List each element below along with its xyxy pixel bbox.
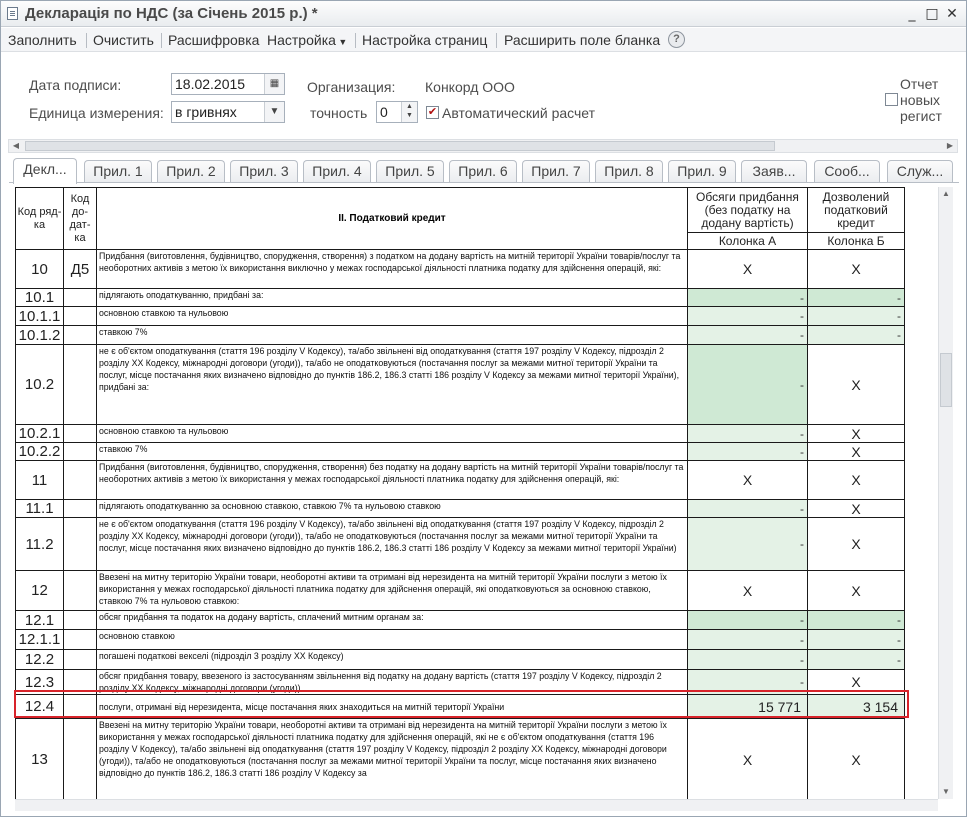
tab-app-4[interactable]: Прил. 4 [303, 160, 371, 182]
toolbar [1, 28, 966, 52]
row-appendix [64, 425, 97, 443]
row-code: 12.1.1 [16, 630, 64, 650]
table-horizontal-scrollbar[interactable] [15, 799, 938, 811]
table-vertical-scrollbar[interactable] [938, 187, 953, 799]
scroll-thumb[interactable] [940, 353, 952, 407]
row-description: Придбання (виготовлення, будівництво, спорудження, створення) без податку на додану вартість на митній території України товарів/послуг та необоротних активів з метою їх використання у межах господарської діяльності платника податку для здійснення операцій, які: [97, 461, 688, 500]
maximize-button[interactable]: □ [925, 6, 939, 22]
unit-label: Единица измерения: [29, 105, 164, 121]
settings-menu-button[interactable] [267, 32, 347, 48]
row-code: 12.3 [16, 670, 64, 695]
row-col-a-input[interactable]: - [688, 345, 808, 425]
table-row [16, 461, 905, 500]
row-col-b-cell: X [808, 719, 905, 801]
row-appendix [64, 289, 97, 307]
row-appendix [64, 650, 97, 670]
row-code: 13 [16, 719, 64, 801]
row-col-a-input[interactable]: - [688, 630, 808, 650]
row-col-a-input[interactable]: - [688, 307, 808, 326]
row-col-a-input[interactable]: 15 771 [688, 695, 808, 719]
tab-app-8[interactable]: Прил. 8 [595, 160, 663, 182]
row-description: обсяг придбання та податок на додану вартість, сплачений митним органам за: [97, 611, 688, 630]
tab-app-6[interactable]: Прил. 6 [449, 160, 517, 182]
row-code: 12.4 [16, 695, 64, 719]
table-row [16, 425, 905, 443]
scroll-down-icon[interactable]: ▼ [942, 787, 950, 796]
table-row [16, 345, 905, 425]
auto-calc-checkbox[interactable]: ✔ [427, 106, 438, 118]
row-description: погашені податкові векселі (підрозділ 3 розділу ХХ Кодексу) [97, 650, 688, 670]
sign-date-field[interactable] [171, 73, 285, 95]
row-description: не є об'єктом оподаткування (стаття 196 розділу V Кодексу), та/або звільнені від оподаткування (стаття 197 розділу V Кодексу, підрозділ 2 розділу ХХ Кодексу, міжнародні договори (угоди)), та/або не оподатковуються (постачання послуг за межами митної території України та послуг, місце постачання яких визначено відповідно до пунктів 186.2, 186.3 статті 186 розділу V Кодексу за межами митної території України), придбані за: [97, 345, 688, 425]
row-col-b-input[interactable]: - [808, 630, 905, 650]
row-col-b-cell: X [808, 571, 905, 611]
row-code: 12.1 [16, 611, 64, 630]
table-row [16, 500, 905, 518]
tab-app-7[interactable]: Прил. 7 [522, 160, 590, 182]
table-row [16, 670, 905, 695]
tab-divider [9, 182, 959, 183]
row-description: підлягають оподаткуванню за основною ставкою, ставкою 7% та нульовою ставкою [97, 500, 688, 518]
table-row [16, 289, 905, 307]
toolbar-separator [496, 33, 497, 48]
row-code: 10.2.1 [16, 425, 64, 443]
row-col-b-input[interactable]: - [808, 326, 905, 345]
sign-date-label: Дата подписи: [29, 77, 122, 93]
scroll-up-icon[interactable]: ▲ [942, 189, 950, 198]
table-row [16, 650, 905, 670]
header-col-a: Колонка А [688, 233, 808, 250]
table-row [16, 571, 905, 611]
table-row-highlighted [16, 695, 905, 719]
auto-calc-label: Автоматический расчет [442, 105, 596, 121]
organization-value: Конкорд ООО [425, 79, 515, 95]
help-icon[interactable]: ? [668, 31, 685, 48]
row-description: не є об'єктом оподаткування (стаття 196 розділу V Кодексу), та/або звільнені від оподаткування (стаття 197 розділу V Кодексу, підрозділ 2 розділу ХХ Кодексу, міжнародні договори (угоди)), та/або не оподатковуються (постачання послуг за межами митної території України та послуг, місце постачання яких визначено відповідно до пунктів 186.2, 186.3 статті 186 розділу V Кодексу за межами митної території України) [97, 518, 688, 571]
tab-app-5[interactable]: Прил. 5 [376, 160, 444, 182]
row-appendix [64, 307, 97, 326]
row-col-b-input[interactable]: 3 154 [808, 695, 905, 719]
row-col-a-input[interactable]: - [688, 289, 808, 307]
title-bar [1, 1, 966, 27]
table-row [16, 326, 905, 345]
new-registers-label: новых [900, 92, 941, 108]
row-col-b-cell: X [808, 500, 905, 518]
row-col-a-cell: X [688, 461, 808, 500]
table-row [16, 518, 905, 571]
tab-service[interactable]: Служ... [887, 160, 953, 182]
row-description: послуги, отримані від нерезидента, місце постачання яких знаходиться на митній території України [97, 695, 688, 719]
row-col-b-cell: X [808, 250, 905, 289]
row-col-b-cell: X [808, 461, 905, 500]
expand-form-button[interactable]: Расширить поле бланка [504, 32, 661, 48]
row-code: 10.2.2 [16, 443, 64, 461]
row-appendix [64, 345, 97, 425]
row-description: ставкою 7% [97, 326, 688, 345]
chevron-down-icon[interactable]: ▼ [264, 102, 284, 122]
minimize-button[interactable]: _ [908, 6, 916, 22]
row-description: підлягають оподаткуванню, придбані за: [97, 289, 688, 307]
settings-label: Настройка [267, 32, 336, 48]
row-code: 12 [16, 571, 64, 611]
close-button[interactable]: ✕ [946, 6, 958, 22]
row-description: Ввезені на митну територію України товари, необоротні активи та отримані від нерезидента на митній території України послуги з метою їх використання у межах господарської діяльності платника податку для здійснення операцій, які не є об'єктом оподаткування (стаття 196 розділу V Кодексу), та/або звільнені від оподаткування (стаття 197 розділу V Кодексу, підрозділ 2 розділу ХХ Кодексу, міжнародні договори (угоди)), та/або не оподатковуються (постачання послуг за межами митної території України та послуг, місце постачання яких визначено відповідно до пунктів 186.2, 186.3 статті 186 розділу V Кодексу за [97, 719, 688, 801]
row-col-b-cell: X [808, 345, 905, 425]
row-col-b-input[interactable]: - [808, 611, 905, 630]
row-col-b-input[interactable]: - [808, 307, 905, 326]
row-col-b-input[interactable]: - [808, 289, 905, 307]
table-row [16, 630, 905, 650]
row-col-b-cell: X [808, 518, 905, 571]
table-row [16, 307, 905, 326]
dropdown-arrow-icon: ▼ [335, 37, 348, 47]
precision-label: точность [310, 105, 368, 121]
row-col-b-cell: X [808, 670, 905, 695]
header-col-a-title: Обсяги придбання (без податку на додану вартість) [688, 188, 808, 233]
stepper-arrows-icon[interactable]: ▲ ▼ [401, 102, 417, 122]
row-appendix [64, 571, 97, 611]
row-col-b-cell: X [808, 425, 905, 443]
table-row [16, 443, 905, 461]
row-col-b-input[interactable]: - [808, 650, 905, 670]
header-appendix-code: Код до-дат-ка [64, 188, 97, 250]
window-title: Декларація по НДС (за Січень 2015 р.) * [25, 5, 318, 22]
row-code: 11.2 [16, 518, 64, 571]
form-horizontal-scrollbar[interactable] [8, 139, 958, 153]
row-description: основною ставкою та нульовою [97, 425, 688, 443]
row-col-a-input[interactable]: - [688, 500, 808, 518]
row-col-a-input[interactable]: - [688, 425, 808, 443]
new-registers-checkbox[interactable] [885, 93, 898, 106]
row-description: Ввезені на митну територію України товари, необоротні активи та отримані від нерезидента на митній території України послуги з метою їх використання у межах господарської діяльності платника податку для здійснення операцій, які оподатковуються за основною ставкою, ставкою 7% та нульовою ставкою: [97, 571, 688, 611]
row-description: Придбання (виготовлення, будівництво, спорудження, створення) з податком на додану вартість на митній території України товарів/послуг та необоротних активів з метою їх використання виключно у межах господарської діяльності платника податку для здійснення операцій, які: [97, 250, 688, 289]
organization-label: Организация: [307, 79, 396, 95]
row-col-a-input[interactable]: - [688, 443, 808, 461]
row-col-a-cell: X [688, 719, 808, 801]
unit-select[interactable] [171, 101, 285, 123]
tab-app-9[interactable]: Прил. 9 [668, 160, 736, 182]
row-col-a-input[interactable]: - [688, 518, 808, 571]
row-code: 10.1.2 [16, 326, 64, 345]
tab-app-3[interactable]: Прил. 3 [230, 160, 298, 182]
row-description: обсяг придбання товару, ввезеного із застосуванням звільнення від податку на додану вартість (стаття 197 розділу V Кодексу, підрозділ 2 розділу ХХ Кодексу, міжнародні договори (угоди)) [97, 670, 688, 695]
row-col-a-input[interactable]: - [688, 611, 808, 630]
report-label: Отчет [900, 76, 939, 92]
scroll-thumb[interactable] [25, 141, 775, 151]
row-appendix [64, 670, 97, 695]
row-appendix [64, 461, 97, 500]
table-header-row [16, 188, 905, 233]
row-description: ставкою 7% [97, 443, 688, 461]
sign-date-value: 18.02.2015 [175, 76, 246, 92]
tab-message[interactable]: Сооб... [814, 160, 880, 182]
row-appendix [64, 630, 97, 650]
row-appendix: Д5 [64, 250, 97, 289]
tab-app-2[interactable]: Прил. 2 [157, 160, 225, 182]
row-appendix [64, 500, 97, 518]
page-settings-button[interactable]: Настройка страниц [362, 32, 488, 48]
toolbar-separator [86, 33, 87, 48]
row-code: 12.2 [16, 650, 64, 670]
header-col-b-title: Дозволений податковий кредит [808, 188, 905, 233]
row-col-a-input[interactable]: - [688, 326, 808, 345]
table-row [16, 611, 905, 630]
row-appendix [64, 611, 97, 630]
document-icon [7, 7, 18, 20]
header-row-code: Код ряд-ка [16, 188, 64, 250]
precision-value: 0 [380, 104, 388, 120]
declaration-table [15, 187, 905, 801]
fill-button[interactable]: Заполнить [8, 32, 77, 48]
tab-application[interactable]: Заяв... [741, 160, 807, 182]
clear-button[interactable]: Очистить [93, 32, 154, 48]
row-col-a-input[interactable]: - [688, 650, 808, 670]
row-code: 10.1.1 [16, 307, 64, 326]
unit-value: в гривнях [175, 104, 237, 120]
row-appendix [64, 719, 97, 801]
row-appendix [64, 695, 97, 719]
decode-button[interactable]: Расшифровка [168, 32, 260, 48]
header-col-b: Колонка Б [808, 233, 905, 250]
row-appendix [64, 518, 97, 571]
row-description: основною ставкою [97, 630, 688, 650]
row-col-a-input[interactable]: - [688, 670, 808, 695]
calendar-icon[interactable]: ▦ [264, 74, 284, 94]
toolbar-separator [161, 33, 162, 48]
row-col-b-cell: X [808, 443, 905, 461]
scroll-left-icon[interactable]: ◀ [12, 141, 20, 150]
table-row [16, 719, 905, 801]
row-code: 10.1 [16, 289, 64, 307]
row-code: 10 [16, 250, 64, 289]
precision-stepper[interactable] [376, 101, 418, 123]
row-appendix [64, 326, 97, 345]
tab-declaration[interactable]: Декл... [13, 158, 77, 184]
toolbar-separator [355, 33, 356, 48]
row-code: 10.2 [16, 345, 64, 425]
scroll-right-icon[interactable]: ▶ [946, 141, 954, 150]
row-appendix [64, 443, 97, 461]
row-col-a-cell: X [688, 250, 808, 289]
tab-app-1[interactable]: Прил. 1 [84, 160, 152, 182]
row-col-a-cell: X [688, 571, 808, 611]
registers-label: регист [900, 108, 942, 124]
row-code: 11.1 [16, 500, 64, 518]
table-row [16, 250, 905, 289]
header-section-title: ІІ. Податковий кредит [97, 188, 688, 250]
row-code: 11 [16, 461, 64, 500]
row-description: основною ставкою та нульовою [97, 307, 688, 326]
